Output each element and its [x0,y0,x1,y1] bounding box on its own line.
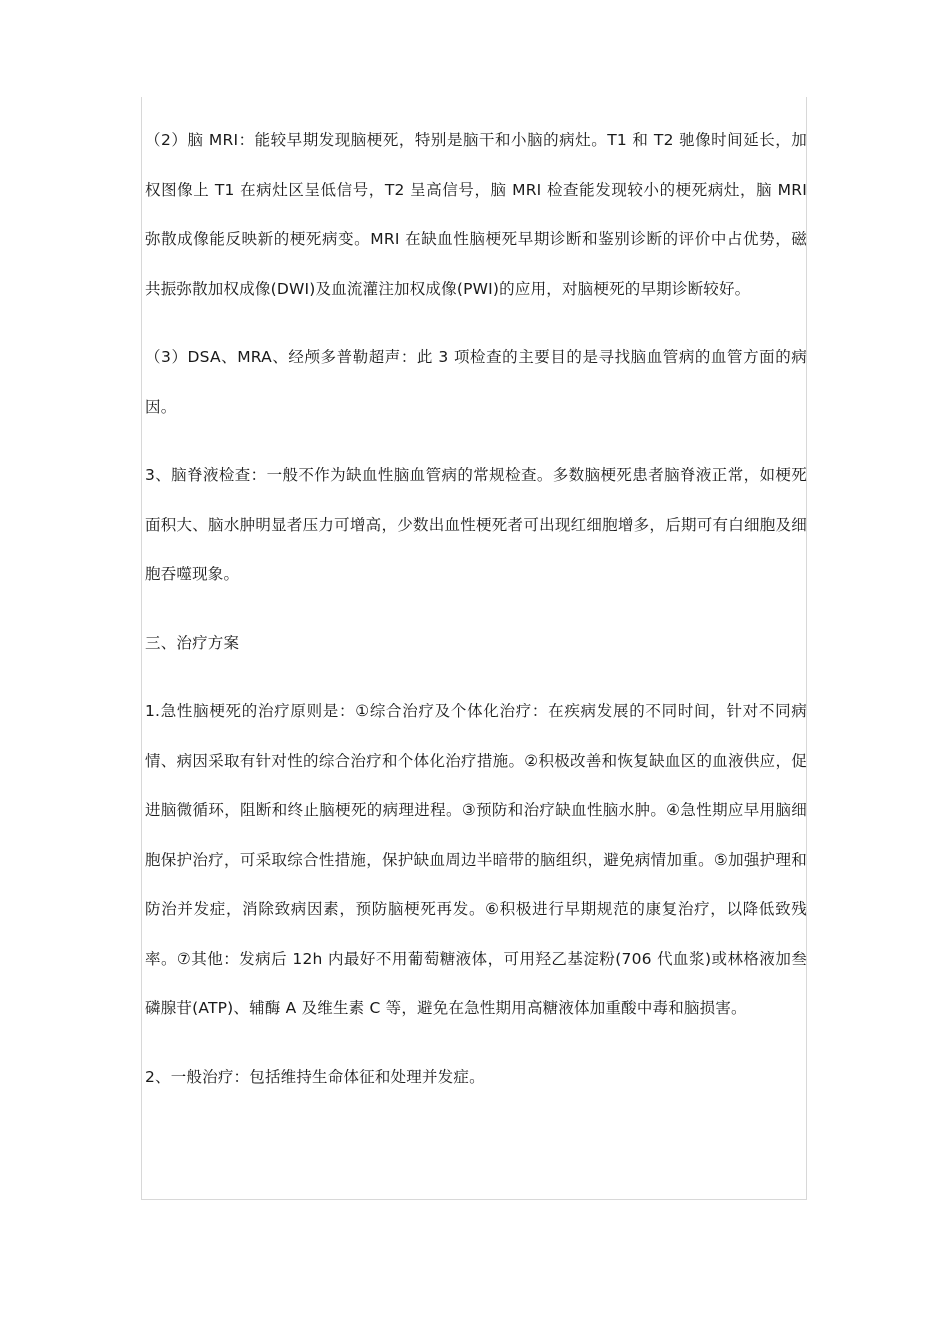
document-body [145,116,807,1102]
paragraph-gap [145,314,807,333]
paragraph-mri: （2）脑 MRI：能较早期发现脑梗死，特别是脑干和小脑的病灶。T1 和 T2 驰像时间延长，加权图像上 T1 在病灶区呈低信号，T2 呈高信号，脑 MRI 检查能发现较小的梗死病灶，脑 MRI 弥散成像能反映新的梗死病变。MRI 在缺血性脑梗死早期诊断和鉴别诊断的评价中占优势，磁共振弥散加权成像(DWI)及血流灌注加权成像(PWI)的应用，对脑梗死的早期诊断较好。 [145,131,807,298]
paragraph-general-treatment: 2、一般治疗：包括维持生命体征和处理并发症。 [145,1067,485,1086]
paragraph-gap [145,600,807,619]
paragraph-csf: 3、脑脊液检查：一般不作为缺血性脑血管病的常规检查。多数脑梗死患者脑脊液正常，如梗死面积大、脑水肿明显者压力可增高，少数出血性梗死者可出现红细胞增多，后期可有白细胞及细胞吞噬现象。 [145,466,807,583]
paragraph-gap [145,668,807,687]
paragraph-dsa-mra: （3）DSA、MRA、经颅多普勒超声：此 3 项检查的主要目的是寻找脑血管病的血管方面的病因。 [145,348,807,416]
paragraph-treatment-principles: 1.急性脑梗死的治疗原则是：①综合治疗及个体化治疗：在疾病发展的不同时间，针对不同病情、病因采取有针对性的综合治疗和个体化治疗措施。②积极改善和恢复缺血区的血液供应，促进脑微循环，阻断和终止脑梗死的病理进程。③预防和治疗缺血性脑水肿。④急性期应早用脑细胞保护治疗，可采取综合性措施，保护缺血周边半暗带的脑组织，避免病情加重。⑤加强护理和防治并发症，消除致病因素，预防脑梗死再发。⑥积极进行早期规范的康复治疗，以降低致残率。⑦其他：发病后 12h 内最好不用葡萄糖液体，可用羟乙基淀粉(706 代血浆)或林格液加叁磷腺苷(ATP)、辅酶 A 及维生素 C 等，避免在急性期用高糖液体加重酸中毒和脑损害。 [145,702,807,1017]
paragraph-gap [145,1034,807,1053]
section-heading-treatment: 三、治疗方案 [145,633,240,652]
paragraph-gap [145,432,807,451]
